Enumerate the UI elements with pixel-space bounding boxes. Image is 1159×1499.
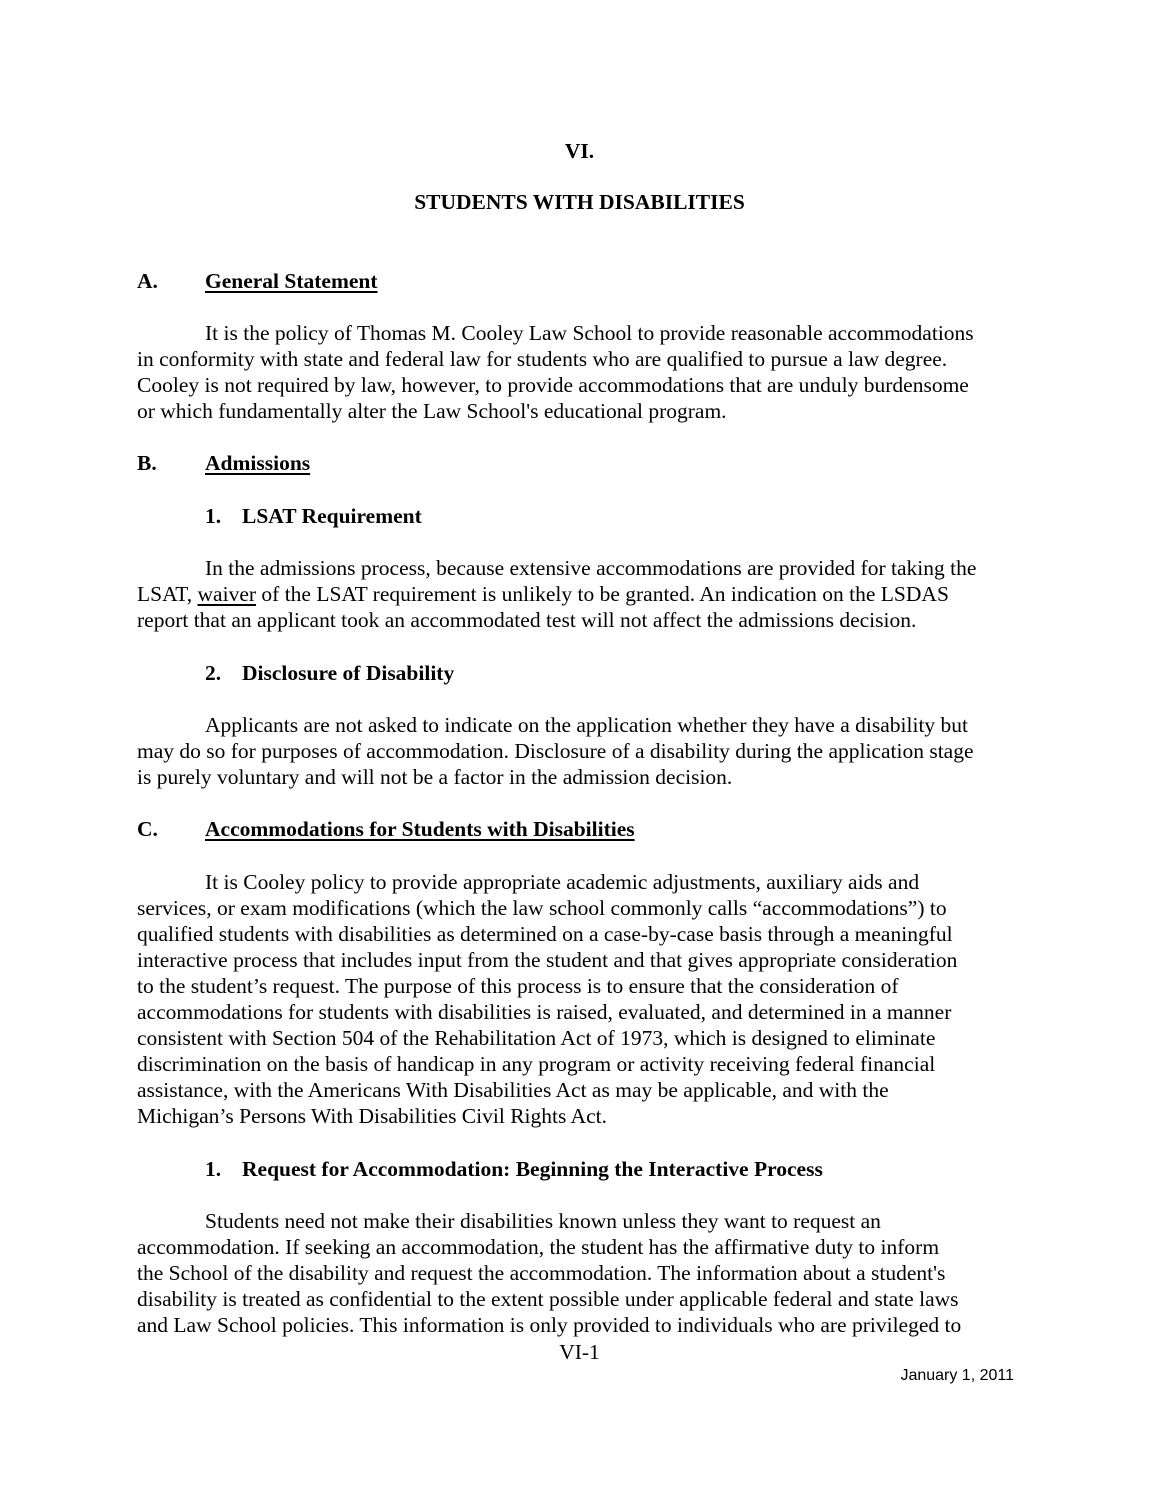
section-b-title: Admissions [205, 451, 311, 475]
section-c-line-5: to the student’s request. The purpose of this process is to ensure that the consideration of [137, 974, 899, 998]
section-c-line-1: It is Cooley policy to provide appropriate academic adjustments, auxiliary aids and [205, 870, 920, 894]
section-c-line-6: accommodations for students with disabilities is raised, evaluated, and determined in a manner [137, 1000, 952, 1024]
section-c-sub1-heading [205, 1156, 823, 1182]
disclosure-line-3: is purely voluntary and will not be a factor in the admission decision. [137, 765, 733, 789]
chapter-number: VI. [564, 139, 595, 163]
section-c-line-10: Michigan’s Persons With Disabilities Civil Rights Act. [137, 1104, 607, 1128]
page-title: STUDENTS WITH DISABILITIES [414, 190, 745, 214]
footer-date: January 1, 2011 [900, 1367, 1014, 1384]
section-b-sub1-heading [205, 503, 422, 529]
section-a-line-4: or which fundamentally alter the Law School's educational program. [137, 399, 727, 423]
section-a-letter: A. [137, 269, 158, 293]
section-b-sub2-heading [205, 660, 454, 686]
section-c-line-7: consistent with Section 504 of the Rehabilitation Act of 1973, which is designed to eliminate [137, 1026, 936, 1050]
section-b-sub2-number: 2. [205, 661, 222, 685]
lsat-line-3: report that an applicant took an accommodated test will not affect the admissions decision. [137, 608, 917, 632]
section-c-title: Accommodations for Students with Disabilities [205, 817, 635, 841]
section-c-line-9: assistance, with the Americans With Disabilities Act as may be applicable, and with the [137, 1078, 889, 1102]
section-b-sub1-title: LSAT Requirement [242, 504, 422, 528]
lsat-line-2 [137, 581, 949, 607]
section-b-letter: B. [137, 451, 157, 475]
section-c-line-4: interactive process that includes input from the student and that gives appropriate consideration [137, 948, 958, 972]
section-c-line-8: discrimination on the basis of handicap in any program or activity receiving federal financial [137, 1052, 936, 1076]
lsat-line-2-end: of the LSAT requirement is unlikely to be granted. An indication on the LSDAS [256, 582, 949, 606]
page-number: VI-1 [559, 1340, 600, 1364]
waiver-underlined-term: waiver [197, 582, 257, 606]
request-line-4: disability is treated as confidential to the extent possible under applicable federal and state laws [137, 1287, 959, 1311]
request-line-2: accommodation. If seeking an accommodation, the student has the affirmative duty to inform [137, 1235, 940, 1259]
request-line-5: and Law School policies. This information is only provided to individuals who are privileged to [137, 1313, 962, 1337]
section-b-sub1-number: 1. [205, 504, 222, 528]
lsat-line-1: In the admissions process, because extensive accommodations are provided for taking the [205, 556, 977, 580]
section-c-sub1-title: Request for Accommodation: Beginning the Interactive Process [242, 1157, 823, 1181]
disclosure-line-2: may do so for purposes of accommodation. Disclosure of a disability during the application stage [137, 739, 974, 763]
section-a-line-1: It is the policy of Thomas M. Cooley Law School to provide reasonable accommodations [205, 321, 974, 345]
request-line-1: Students need not make their disabilities known unless they want to request an [205, 1209, 881, 1233]
section-c-line-2: services, or exam modifications (which the law school commonly calls “accommodations”) to [137, 896, 947, 920]
lsat-line-2-start: LSAT, [137, 582, 198, 606]
section-c-letter: C. [137, 817, 158, 841]
section-a-line-3: Cooley is not required by law, however, to provide accommodations that are unduly burdensome [137, 373, 969, 397]
section-c-line-3: qualified students with disabilities as determined on a case-by-case basis through a meaningful [137, 922, 953, 946]
section-a-title: General Statement [205, 269, 378, 293]
request-line-3: the School of the disability and request the accommodation. The information about a student's [137, 1261, 946, 1285]
disclosure-line-1: Applicants are not asked to indicate on the application whether they have a disability but [205, 713, 969, 737]
section-a-line-2: in conformity with state and federal law for students who are qualified to pursue a law degree. [137, 347, 948, 371]
section-b-sub2-title: Disclosure of Disability [242, 661, 455, 685]
section-c-sub1-number: 1. [205, 1157, 222, 1181]
